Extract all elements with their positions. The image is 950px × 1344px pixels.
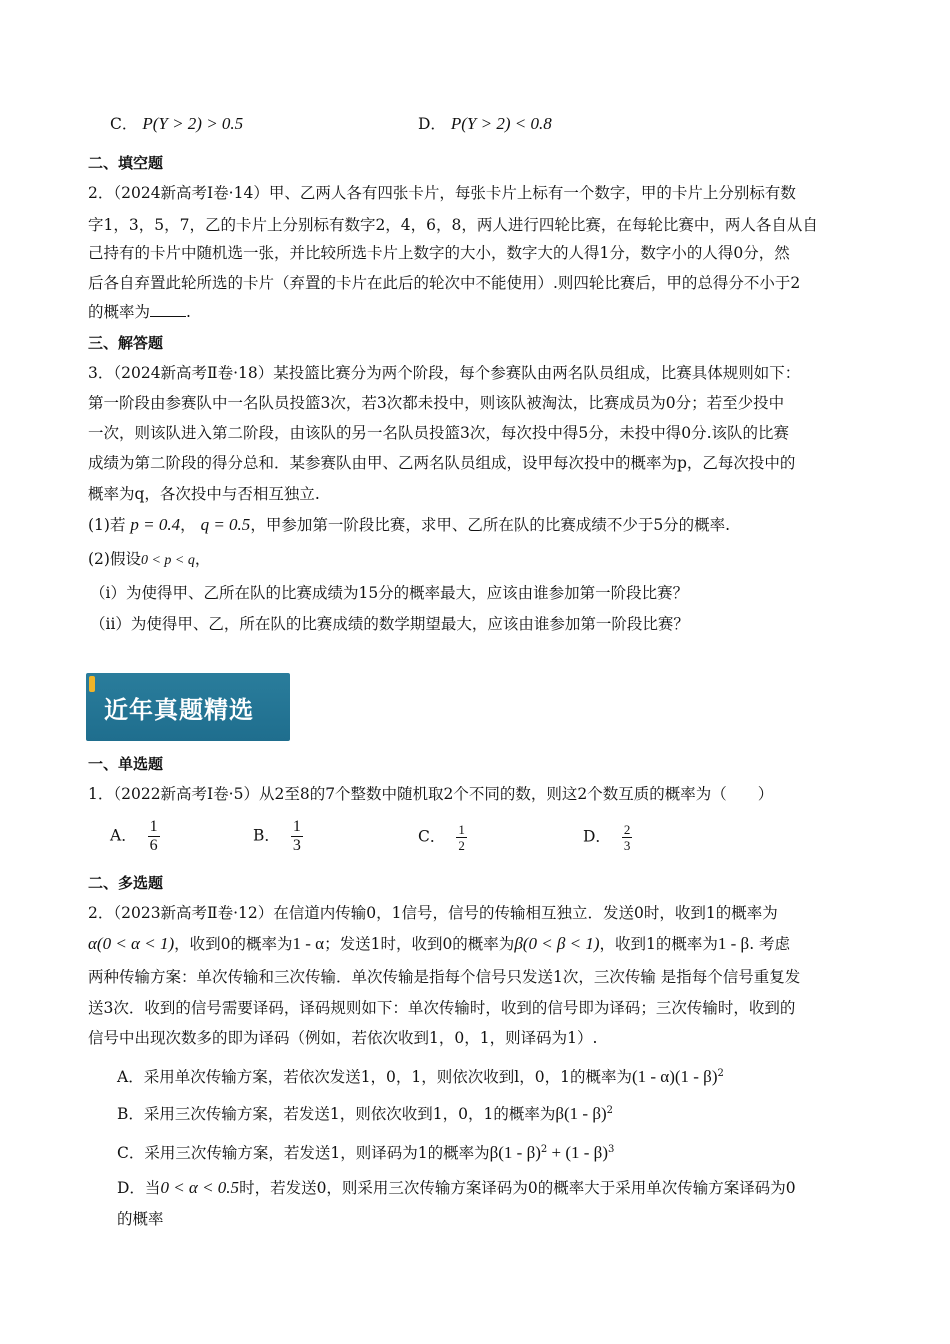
option-text: C．采用三次传输方案，若发送1，则译码为1的概率为	[117, 1144, 490, 1163]
section-heading-fill: 二、填空题	[88, 154, 164, 172]
q2b-text: . 考虑	[749, 935, 791, 953]
banner-title: 近年真题精选	[104, 696, 254, 724]
q2-text: 的概率为	[88, 303, 151, 321]
option-expression: P(Y > 2) < 0.8	[450, 114, 552, 133]
q2-line-last	[88, 297, 860, 327]
q2-line: 己持有的卡片中随机选一张，并比较所选卡片上数字的大小，数字大的人得1分，数字小的人得0分，然	[88, 244, 790, 262]
q3-line: 概率为q，各次投中与否相互独立.	[88, 485, 320, 503]
option-label: D．	[418, 115, 446, 133]
option-c	[418, 822, 467, 853]
option-d	[418, 112, 552, 134]
q3-line: 3．（2024新高考Ⅱ卷·18）某投篮比赛分为两个阶段，每个参赛队由两名队员组成，比赛具体规则如下：	[88, 364, 801, 382]
q2-line: 2．（2024新高考Ⅰ卷·14）甲、乙两人各有四张卡片，每张卡片上标有一个数字，甲的卡片上分别标有数	[88, 184, 796, 202]
q3-text: (2)假设	[88, 550, 141, 568]
option-label: C．	[110, 115, 138, 133]
numerator: 2	[623, 822, 631, 837]
option-label: B．	[253, 826, 280, 845]
math-condition: 0 < p < q	[140, 553, 195, 568]
option-expression: P(Y > 2) > 0.5	[142, 114, 244, 133]
q2b-option-a	[117, 1059, 860, 1092]
q2b-option-d-cont: 的概率	[117, 1210, 164, 1228]
numerator: 1	[458, 822, 465, 837]
option-d	[583, 822, 632, 853]
section-heading-single: 一、单选题	[88, 755, 164, 773]
q2b-option-d	[117, 1173, 860, 1203]
option-text: A．采用单次传输方案，若依次发送1，0，1，则依次收到l，0，1的概率为	[117, 1068, 632, 1087]
math-beta: β(0 < β < 1)	[514, 934, 600, 953]
denominator: 3	[623, 838, 631, 853]
option-label: A．	[110, 826, 137, 845]
section-heading-multi: 二、多选题	[88, 874, 164, 892]
option-expression: β(1 - β)	[489, 1143, 541, 1163]
q3-text: ，	[194, 550, 211, 568]
math-one-minus-beta: 1 - β	[717, 934, 750, 953]
q2b-text: ，收到1的概率为	[599, 935, 718, 953]
q2b-line: 送3次．收到的信号需要译码，译码规则如下：单次传输时，收到的信号即为译码；三次传输时，收到的	[88, 999, 796, 1017]
option-text: B．采用三次传输方案，若发送1，则依次收到1，0，1的概率为	[117, 1105, 556, 1124]
math-alpha: α(0 < α < 1)	[88, 934, 175, 953]
exponent: 2	[717, 1068, 724, 1079]
denominator: 6	[149, 837, 158, 854]
q2b-line: 信号中出现次数多的即为译码（例如，若依次收到1，0，1，则译码为1）.	[88, 1029, 598, 1047]
fraction	[291, 818, 303, 855]
option-b	[253, 818, 303, 855]
q3-part2	[88, 544, 860, 576]
option-expression: (1 - α)(1 - β)	[631, 1067, 718, 1087]
q2b-line: 2．（2023新高考Ⅱ卷·12）在信道内传输0，1信号，信号的传输相互独立．发送0时，收到1的概率为	[88, 904, 778, 922]
q3-line: 成绩为第二阶段的得分总和．某参赛队由甲、乙两名队员组成，设甲每次投中的概率为p，乙每次投中的	[88, 454, 796, 472]
numerator: 1	[149, 818, 158, 835]
math-one-minus-alpha: 1 - α	[292, 934, 325, 953]
q2b-option-c	[117, 1135, 860, 1168]
option-text: D．当	[117, 1179, 161, 1197]
q2-line: 字1，3，5，7，乙的卡片上分别标有数字2，4，6，8，两人进行四轮比赛，在每轮比赛中，两人各自从自	[88, 216, 818, 234]
option-expression: β(1 - β)	[555, 1104, 607, 1124]
q3-sub-i: （i）为使得甲、乙所在队的比赛成绩为15分的概率最大，应该由谁参加第一阶段比赛？	[90, 584, 689, 602]
math-p: p = 0.4	[130, 515, 181, 534]
q3-part1: (1)若 p = 0.4， q = 0.5，甲参加第一阶段比赛，求甲、乙所在队的比赛成绩不少于5分的概率.	[88, 515, 731, 534]
q3-line: 第一阶段由参赛队中一名队员投篮3次，若3次都未投中，则该队被淘汰，比赛成员为0分；若至少投中	[88, 394, 785, 412]
q2-line: 后各自弃置此轮所选的卡片（弃置的卡片在此后的轮次中不能使用）.则四轮比赛后，甲的总得分不小于2	[88, 274, 801, 292]
option-expression: 0 < α < 0.5	[160, 1178, 240, 1197]
answer-blank[interactable]	[150, 302, 186, 317]
exponent: 3	[608, 1144, 615, 1155]
q3-text: ，甲参加第一阶段比赛，求甲、乙所在队的比赛成绩不少于5分的概率.	[250, 516, 731, 534]
q2b-option-b	[117, 1096, 860, 1129]
q2b-line-2	[88, 929, 860, 959]
option-label: D．	[583, 827, 611, 846]
fraction	[456, 822, 467, 853]
q3-line: 一次，则该队进入第二阶段，由该队的另一名队员投篮3次，每次投中得5分，未投中得0分.该队的比赛	[88, 424, 790, 442]
q3-sub-ii: （ii）为使得甲、乙，所在队的比赛成绩的数学期望最大，应该由谁参加第一阶段比赛？	[90, 615, 689, 633]
q3-text: (1)若	[88, 516, 126, 534]
numerator: 1	[292, 818, 301, 835]
q1b-line: 1．（2022新高考Ⅰ卷·5）从2至8的7个整数中随机取2个不同的数，则这2个数互质的概率为（ ）	[88, 785, 774, 803]
q2-text: .	[186, 303, 191, 321]
exponent: 2	[606, 1105, 614, 1116]
exponent: 2	[540, 1144, 548, 1155]
denominator: 3	[292, 837, 301, 854]
option-c	[110, 112, 243, 134]
option-label: C．	[418, 827, 446, 846]
q2b-text: ；发送1时，收到0的概率为	[324, 935, 515, 953]
option-a	[110, 818, 160, 855]
q2b-line: 两种传输方案：单次传输和三次传输．单次传输是指每个信号只发送1次，三次传输 是指每个信号重复发	[88, 968, 801, 986]
q2b-text: ，收到0的概率为	[174, 935, 293, 953]
denominator: 2	[458, 838, 465, 853]
option-text: 时，若发送0，则采用三次传输方案译码为0的概率大于采用单次传输方案译码为0	[239, 1179, 796, 1197]
fraction	[148, 818, 160, 855]
option-expression: + (1 - β)	[547, 1143, 608, 1163]
math-q: q = 0.5	[200, 515, 251, 534]
fraction	[622, 822, 633, 853]
section-heading-answer: 三、解答题	[88, 334, 164, 352]
banner-tab-icon	[89, 676, 95, 692]
